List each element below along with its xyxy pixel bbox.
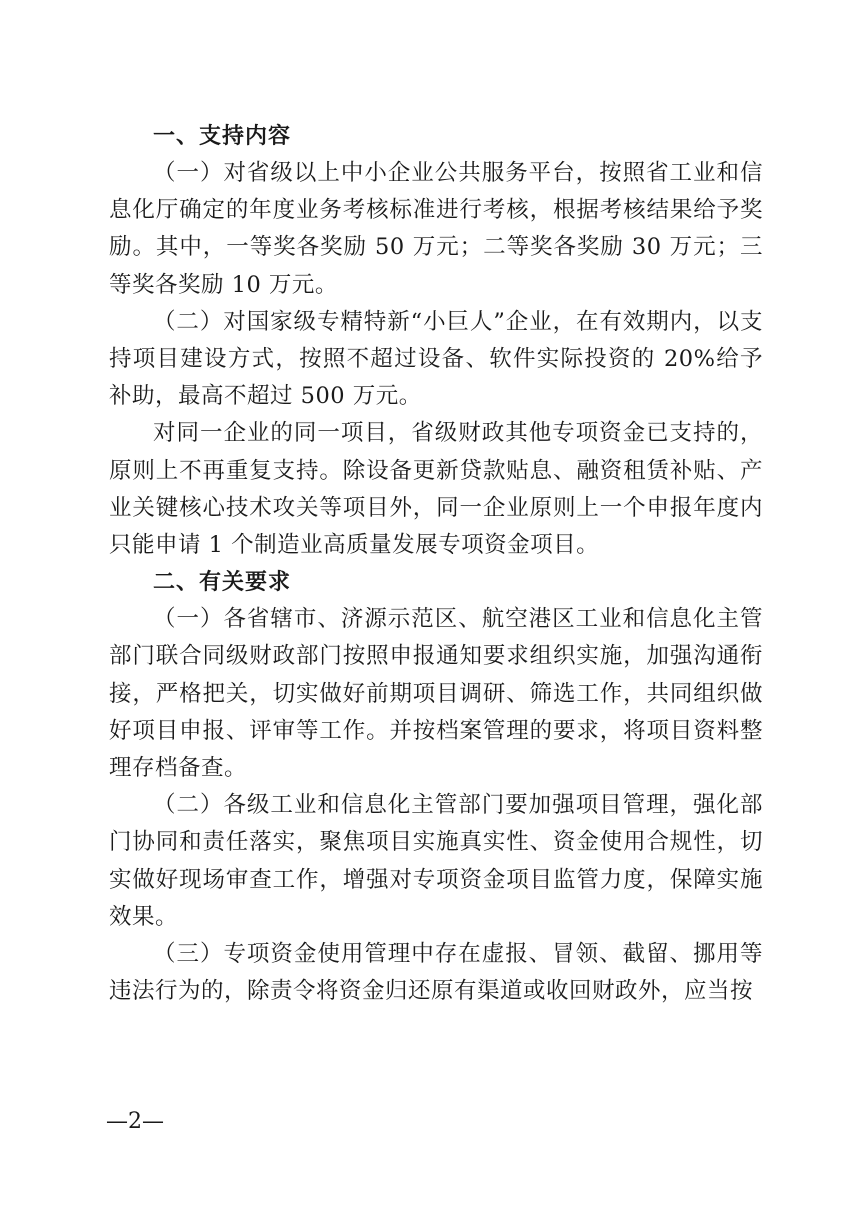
paragraph-violations: （三）专项资金使用管理中存在虚报、冒领、截留、挪用等违法行为的，除责令将资金归还原有渠道或收回财政外，应当按 <box>109 941 763 1005</box>
paragraph-little-giant-subsidy: （二）对国家级专精特新“小巨人”企业，在有效期内，以支持项目建设方式，按照不超过设备、软件实际投资的 20%给予补助，最高不超过 500 万元。 <box>109 308 763 410</box>
paragraph-organize-implementation: （一）各省辖市、济源示范区、航空港区工业和信息化主管部门联合同级财政部门按照申报通知要求组织实施，加强沟通衔接，严格把关，切实做好前期项目调研、筛选工作，共同组织做好项目申报、评审等工作。并按档案管理的要求，将项目资料整理存档备查。 <box>109 606 763 782</box>
paragraph-platform-awards: （一）对省级以上中小企业公共服务平台，按照省工业和信息化厅确定的年度业务考核标准进行考核，根据考核结果给予奖励。其中，一等奖各奖励 50 万元；二等奖各奖励 30 万元；三等奖各奖励 10 万元。 <box>109 160 763 298</box>
page-number: —2— <box>106 1109 164 1134</box>
section-heading-support-content: 一、支持内容 <box>153 124 292 149</box>
section-heading-requirements: 二、有关要求 <box>153 570 292 596</box>
paragraph-project-management: （二）各级工业和信息化主管部门要加强项目管理，强化部门协同和责任落实，聚焦项目实施真实性、资金使用合规性，切实做好现场审查工作，增强对专项资金项目监管力度，保障实施效果。 <box>109 792 763 930</box>
paragraph-no-duplicate-support: 对同一企业的同一项目，省级财政其他专项资金已支持的，原则上不再重复支持。除设备更新贷款贴息、融资租赁补贴、产业关键核心技术攻关等项目外，同一企业原则上一个申报年度内只能申请 1 个制造业高质量发展专项资金项目。 <box>109 420 763 559</box>
document-body <box>109 118 763 1010</box>
